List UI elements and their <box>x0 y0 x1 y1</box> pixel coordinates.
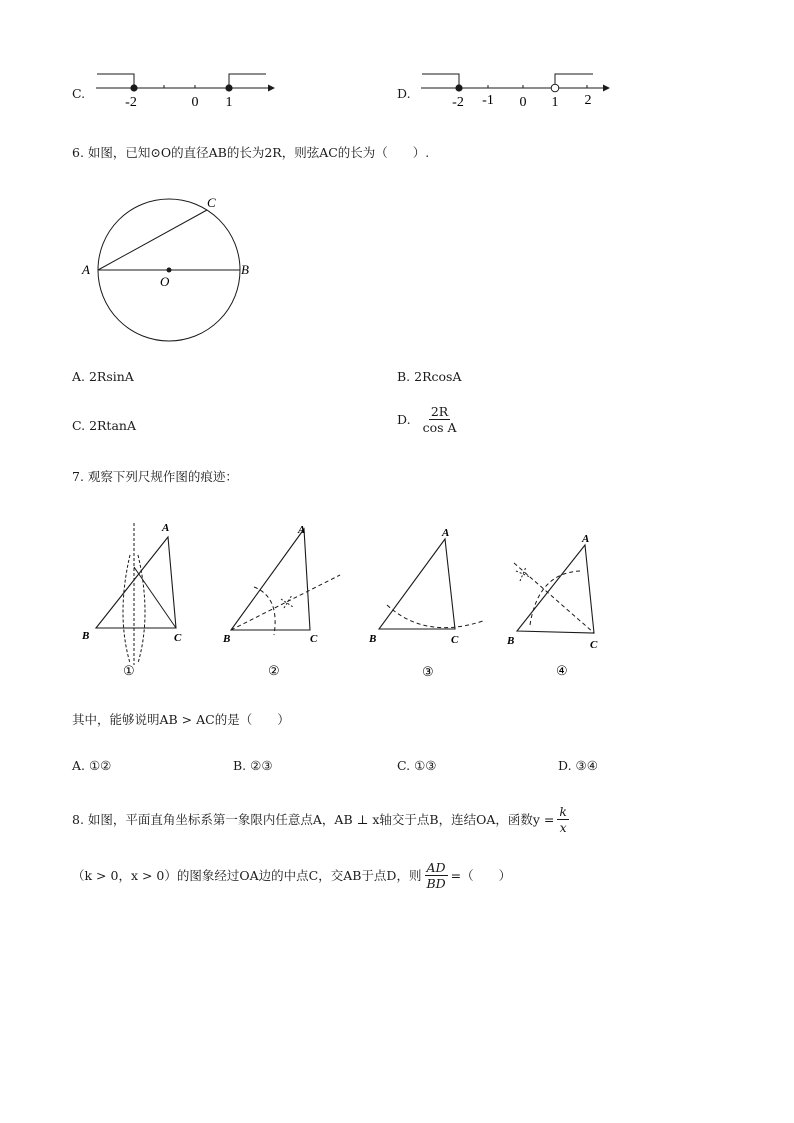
tick-label: 1 <box>225 95 233 110</box>
q5-option-c-number-line <box>90 66 280 112</box>
q5-option-c-label: C. <box>72 86 86 101</box>
q7-option-b: B. ②③ <box>233 758 273 773</box>
point-c-label: C <box>207 195 216 210</box>
fraction-denominator: BD <box>426 876 446 891</box>
point-a-label: A <box>442 527 450 539</box>
q5-option-d-number-line <box>415 66 615 112</box>
point-c-label: C <box>174 632 182 644</box>
tick-label: 0 <box>519 95 527 110</box>
q6-option-a: A. 2RsinA <box>72 369 134 384</box>
q7-option-c: C. ①③ <box>397 758 437 773</box>
q6-option-d <box>397 404 459 435</box>
q8-fraction-k-over-x <box>557 804 569 835</box>
q5-option-d-label: D. <box>397 86 411 101</box>
q7-option-a: A. ①② <box>72 758 112 773</box>
figure-label: ④ <box>556 663 568 678</box>
fraction-numerator: 2R <box>430 404 449 419</box>
q7-figure-2 <box>218 515 348 685</box>
q8-line-2-text: （k > 0，x > 0）的图象经过OA边的中点C，交AB于点D，则 <box>72 867 422 883</box>
q7-question: 其中，能够说明AB > AC的是（ ） <box>72 712 290 727</box>
figure-label: ② <box>268 663 280 678</box>
q6-stem: 6. 如图，已知⊙O的直径AB的长为2R，则弦AC的长为（ ）. <box>72 145 430 160</box>
point-b-label: B <box>507 635 515 647</box>
q8-line-1 <box>72 804 569 835</box>
q6-option-c: C. 2RtanA <box>72 418 136 433</box>
fraction-numerator: k <box>559 804 567 819</box>
q7-figure-1 <box>78 515 198 685</box>
point-b-label: B <box>369 633 377 645</box>
point-b-label: B <box>82 630 90 642</box>
fraction-denominator: x <box>559 820 567 835</box>
fraction-numerator: AD <box>426 860 446 875</box>
tick-label: -2 <box>452 95 464 110</box>
point-c-label: C <box>590 639 598 651</box>
tick-label: 1 <box>551 95 559 110</box>
q8-line-2-end: =（ ） <box>450 867 512 883</box>
point-b-label: B <box>241 262 249 277</box>
fraction-denominator: cos A <box>422 420 457 435</box>
q6-option-b: B. 2RcosA <box>397 369 462 384</box>
point-c-label: C <box>451 634 459 646</box>
q8-line-2 <box>72 860 511 891</box>
q7-figure-3 <box>365 515 495 685</box>
point-o-label: O <box>160 274 170 289</box>
tick-label: 0 <box>191 95 199 110</box>
tick-label: -2 <box>125 95 137 110</box>
q7-figure-4 <box>500 515 630 685</box>
point-a-label: A <box>582 533 590 545</box>
q6-option-d-fraction <box>421 404 459 435</box>
q7-option-d: D. ③④ <box>558 758 598 773</box>
tick-label: -1 <box>482 93 494 108</box>
q6-option-d-prefix: D. <box>397 411 411 427</box>
figure-label: ③ <box>422 664 434 679</box>
point-c-label: C <box>310 633 318 645</box>
point-a-label: A <box>298 524 306 536</box>
q8-fraction-ad-over-bd <box>424 860 447 891</box>
q8-line-1-text: 8. 如图，平面直角坐标系第一象限内任意点A，AB ⊥ x轴交于点B，连结OA，函数y = <box>72 811 555 827</box>
point-b-label: B <box>223 633 231 645</box>
point-a-label: A <box>162 522 170 534</box>
q6-circle-figure <box>74 190 264 350</box>
figure-label: ① <box>123 663 135 678</box>
point-a-label: A <box>82 262 90 277</box>
tick-label: 2 <box>584 93 592 108</box>
q7-stem: 7. 观察下列尺规作图的痕迹： <box>72 469 238 484</box>
